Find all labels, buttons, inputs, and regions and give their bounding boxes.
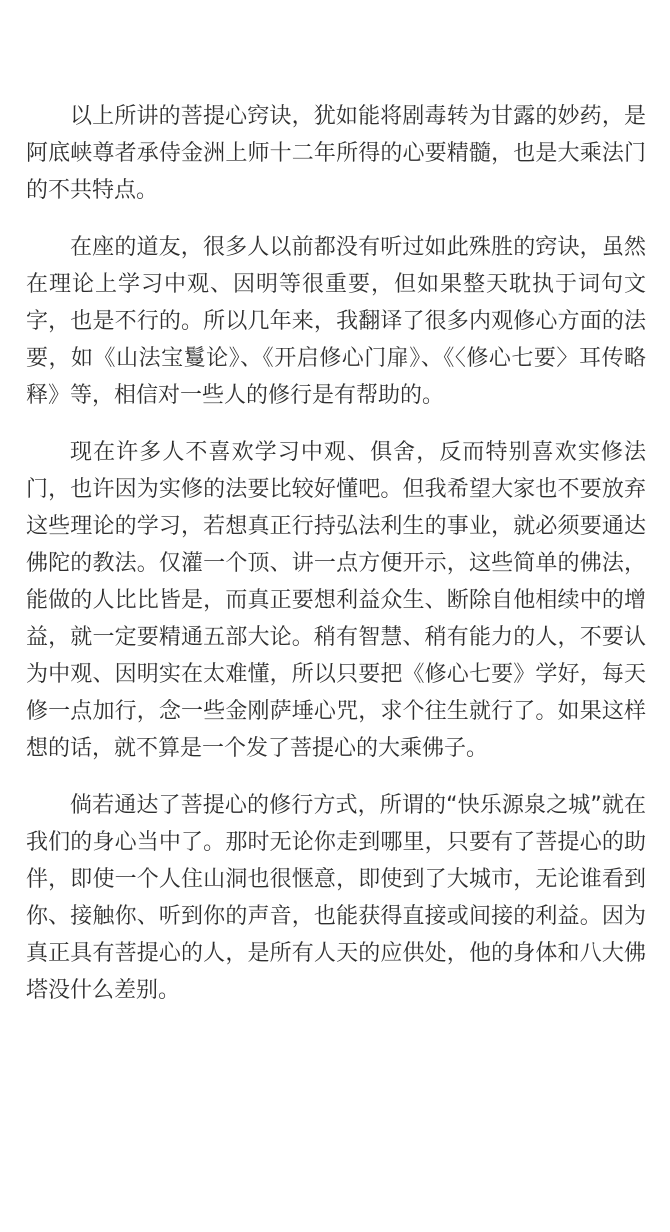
paragraph-2: 在座的道友，很多人以前都没有听过如此殊胜的窍诀，虽然在理论上学习中观、因明等很重要，但如果整天耽执于词句文字，也是不行的。所以几年来，我翻译了很多内观修心方面的法要，如《山法宝鬘论》、《开启修心门扉》、《〈修心七要〉耳传略释》等，相信对一些人的修行是有帮助的。: [26, 235, 646, 408]
paragraph-4: 倘若通达了菩提心的修行方式，所谓的“快乐源泉之城”就在我们的身心当中了。那时无论你走到哪里，只要有了菩提心的助伴，即使一个人住山洞也很惬意，即使到了大城市，无论谁看到你、接触你、听到你的声音，也能获得直接或间接的利益。因为真正具有菩提心的人，是所有人天的应供处，他的身体和八大佛塔没什么差别。: [26, 793, 646, 1003]
article-body: [26, 98, 646, 1009]
paragraph-1: 以上所讲的菩提心窍诀，犹如能将剧毒转为甘露的妙药，是阿底峡尊者承侍金洲上师十二年所得的心要精髓，也是大乘法门的不共特点。: [26, 104, 646, 203]
paragraph-3: 现在许多人不喜欢学习中观、俱舍，反而特别喜欢实修法门，也许因为实修的法要比较好懂吧。但我希望大家也不要放弃这些理论的学习，若想真正行持弘法利生的事业，就必须要通达佛陀的教法。仅灌一个顶、讲一点方便开示，这些简单的佛法，能做的人比比皆是，而真正要想利益众生、断除自他相续中的增益，就一定要精通五部大论。稍有智慧、稍有能力的人，不要认为中观、因明实在太难懂，所以只要把《修心七要》学好，每天修一点加行，念一些金刚萨埵心咒，求个往生就行了。如果这样想的话，就不算是一个发了菩提心的大乘佛子。: [26, 440, 646, 761]
